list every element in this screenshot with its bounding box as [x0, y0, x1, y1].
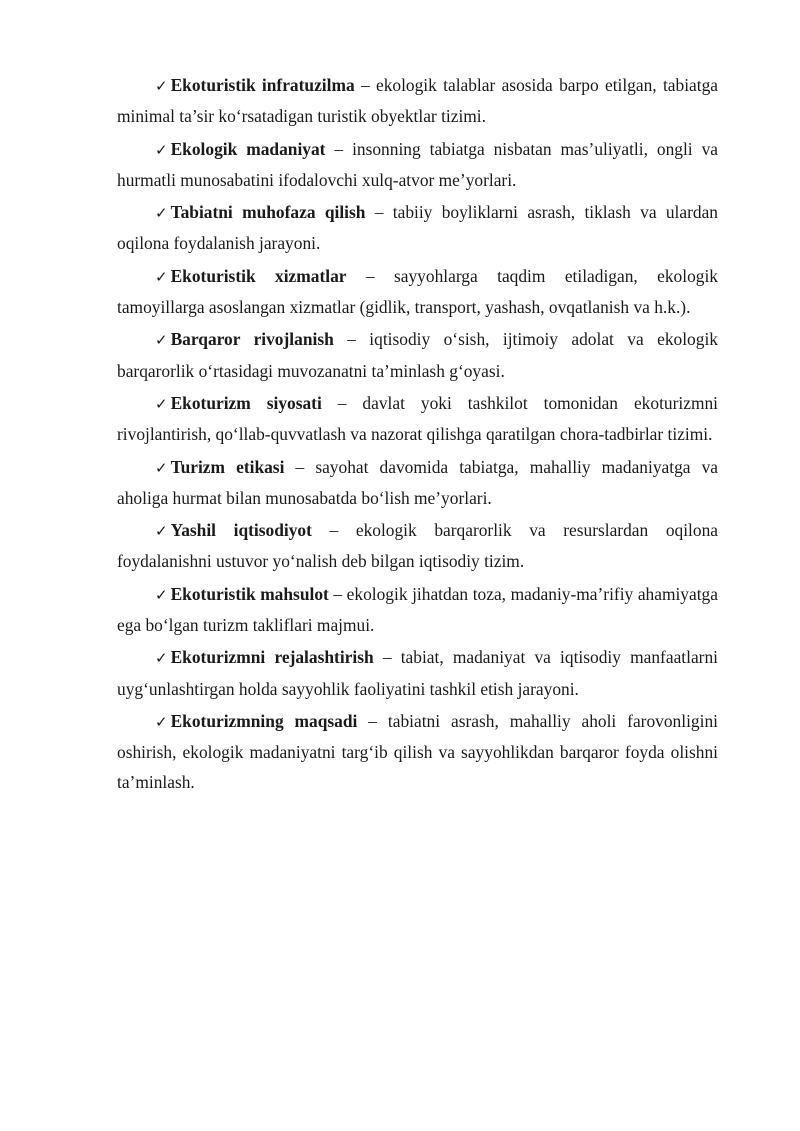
glossary-term: Ekologik madaniyat	[170, 138, 326, 159]
glossary-definition: – tabiiy boyliklarni asrash, tiklash va ulardan oqilona foydalanish jarayoni.	[117, 202, 718, 254]
checkmark-icon: ✓	[155, 394, 168, 413]
glossary-term: Yashil iqtisodiyot	[170, 520, 312, 541]
glossary-entry	[117, 324, 718, 385]
glossary-term: Ekoturizm siyosati	[170, 392, 322, 413]
glossary-term: Tabiatni muhofaza qilish	[170, 202, 366, 223]
glossary-entry	[117, 70, 718, 131]
glossary-definition: – sayohat davomida tabiatga, mahalliy madaniyatga va aholiga hurmat bilan munosabatda bo‘lish me’yorlari.	[117, 456, 719, 508]
checkmark-icon: ✓	[155, 204, 168, 223]
glossary-entry	[117, 706, 718, 798]
glossary-entry	[117, 261, 718, 322]
glossary-entry	[117, 579, 718, 640]
glossary-definition: – iqtisodiy o‘sish, ijtimoiy adolat va ekologik barqarorlik o‘rtasidagi muvozanatni ta’minlash g‘oyasi.	[117, 329, 718, 381]
glossary-term: Ekoturizmni rejalashtirish	[170, 647, 374, 668]
glossary-entry	[117, 642, 718, 703]
glossary-entry	[117, 388, 718, 449]
glossary-definition: – sayyohlarga taqdim etiladigan, ekologik tamoyillarga asoslangan xizmatlar (gidlik, transport, yashash, ovqatlanish va h.k.).	[117, 265, 718, 317]
glossary-definition: – ekologik barqarorlik va resurslardan oqilona foydalanishni ustuvor yo‘nalish deb bilgan iqtisodiy tizim.	[117, 520, 718, 572]
glossary-term: Ekoturistik xizmatlar	[170, 265, 347, 286]
checkmark-icon: ✓	[155, 649, 168, 668]
checkmark-icon: ✓	[155, 77, 168, 95]
glossary-term: Ekoturizmning maqsadi	[170, 710, 358, 731]
checkmark-icon: ✓	[155, 267, 168, 286]
checkmark-icon: ✓	[155, 585, 168, 604]
glossary-term: Ekoturistik mahsulot	[170, 583, 329, 604]
glossary-term: Turizm etikasi	[170, 456, 285, 477]
checkmark-icon: ✓	[155, 458, 168, 477]
checkmark-icon: ✓	[155, 712, 168, 731]
glossary-definition: – insonning tabiatga nisbatan mas’uliyatli, ongli va hurmatli munosabatini ifodalovchi xulq-atvor me’yorlari.	[117, 138, 718, 190]
glossary-definition: – tabiat, madaniyat va iqtisodiy manfaatlarni uyg‘unlashtirgan holda sayyohlik faoliyatini tashkil etish jarayoni.	[117, 647, 718, 699]
glossary-definition: – davlat yoki tashkilot tomonidan ekoturizmni rivojlantirish, qo‘llab-quvvatlash va nazorat qilishga qaratilgan chora-tadbirlar tizimi.	[117, 392, 718, 445]
glossary-definition: – ekologik jihatdan toza, madaniy-ma’rifiy ahamiyatga ega bo‘lgan turizm takliflari majmui.	[117, 583, 718, 635]
glossary-entry	[117, 197, 718, 258]
checkmark-icon: ✓	[155, 522, 168, 541]
glossary-term: Barqaror rivojlanish	[170, 329, 334, 350]
glossary-term: Ekoturistik infratuzilma	[170, 75, 355, 95]
checkmark-icon: ✓	[155, 331, 168, 350]
checkmark-icon: ✓	[155, 140, 168, 159]
glossary-entry	[117, 134, 718, 195]
glossary-definition: – ekologik talablar asosida barpo etilgan, tabiatga minimal ta’sir ko‘rsatadigan turistik obyektlar tizimi.	[117, 75, 718, 127]
glossary-entry	[117, 452, 718, 513]
glossary-list	[117, 70, 718, 800]
glossary-entry	[117, 515, 718, 576]
glossary-definition: – tabiatni asrash, mahalliy aholi farovonligini oshirish, ekologik madaniyatni targ‘ib qilish va sayyohlikdan barqaror foyda olishni ta’minlash.	[117, 710, 718, 793]
